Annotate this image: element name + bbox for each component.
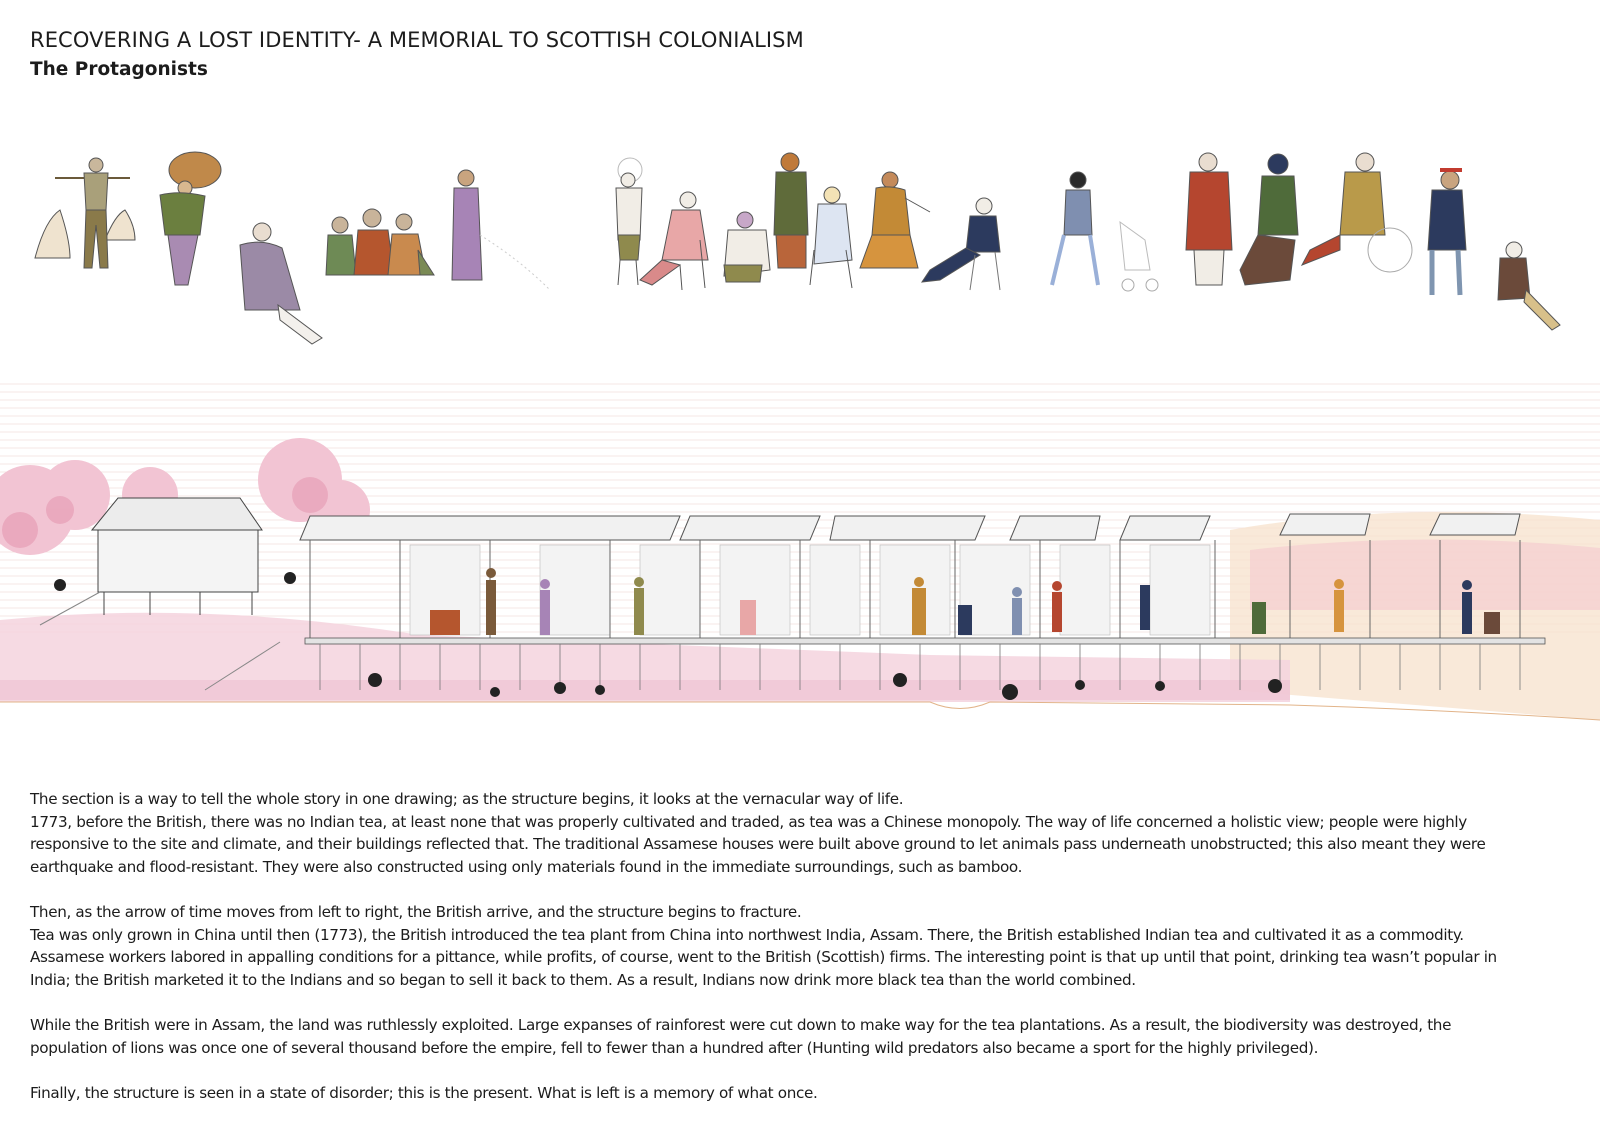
figure-elder-robe — [1186, 153, 1232, 285]
text-line: Then, as the arrow of time moves from left to right, the British arrive, and the structure begins to fracture. — [30, 902, 802, 921]
figure-seated-woman — [240, 223, 322, 344]
paragraph-present — [30, 1082, 1580, 1105]
paragraph-vernacular — [30, 788, 1580, 878]
text-line: earthquake and flood-resistant. They were also constructed using only materials found in the immediate surroundings, such as bamboo. — [30, 857, 1023, 876]
pavilion-section-drawing — [0, 380, 1600, 740]
figure-seated-officer — [640, 192, 708, 290]
figure-man-cap — [1428, 170, 1466, 295]
text-line: Assamese workers labored in appalling conditions for a pittance, while profits, of course, went to the British (Scottish) firms. The interesting point is that up until that point, drinking tea wasn’t popular in — [30, 948, 1497, 967]
protagonist-figures-illustration — [0, 140, 1600, 370]
text-line: India; the British marketed it to the Indians and so began to sell it back to them. As a result, Indians now drink more black tea than the world combined. — [30, 970, 1136, 989]
figure-boy-halo — [616, 158, 642, 285]
figure-seated-elder — [1498, 242, 1560, 330]
figure-scribe-group — [724, 153, 852, 288]
figure-seated-man-suit — [922, 198, 1000, 290]
text-line: 1773, before the British, there was no Indian tea, at least none that was properly cultivated and traded, as tea was a Chinese monopoly. The way of life concerned a holistic view; people were highly — [30, 812, 1467, 831]
page-title: RECOVERING A LOST IDENTITY- A MEMORIAL TO SCOTTISH COLONIALISM — [30, 28, 804, 52]
text-line: responsive to the site and climate, and their buildings reflected that. The traditional Assamese houses were built above ground to let animals pass underneath unobstructed; this also meant they were — [30, 835, 1486, 854]
figure-women-group — [326, 209, 434, 275]
paragraph-exploitation — [30, 1014, 1580, 1059]
figure-standing-woman — [452, 170, 550, 290]
text-line: Finally, the structure is seen in a state of disorder; this is the present. What is left is a memory of what once. — [30, 1083, 818, 1102]
page-subtitle: The Protagonists — [30, 59, 208, 80]
paragraph-british-arrive — [30, 901, 1580, 991]
text-line: Tea was only grown in China until then (1773), the British introduced the tea plant from China into northwest India, Assam. There, the British established Indian tea and cultivated it as a commodity. — [30, 925, 1464, 944]
figure-kneeling-man — [1240, 154, 1298, 285]
figure-dancer — [860, 172, 930, 268]
figure-woman-bundle — [160, 152, 221, 285]
description-text — [30, 788, 1580, 1127]
text-line: population of lions was once one of several thousand before the empire, fell to fewer than a hundred after (Hunting wild predators also became a sport for the highly privileged). — [30, 1038, 1319, 1057]
text-line: The section is a way to tell the whole story in one drawing; as the structure begins, it looks at the vernacular way of life. — [30, 790, 904, 808]
text-line: While the British were in Assam, the land was ruthlessly exploited. Large expanses of rainforest were cut down to make way for the tea plantations. As a result, the biodiversity was destroyed, the — [30, 1015, 1452, 1034]
figure-wheelchair-user — [1302, 153, 1412, 272]
figure-woman-pram — [1052, 172, 1158, 291]
figure-porter — [35, 158, 135, 268]
